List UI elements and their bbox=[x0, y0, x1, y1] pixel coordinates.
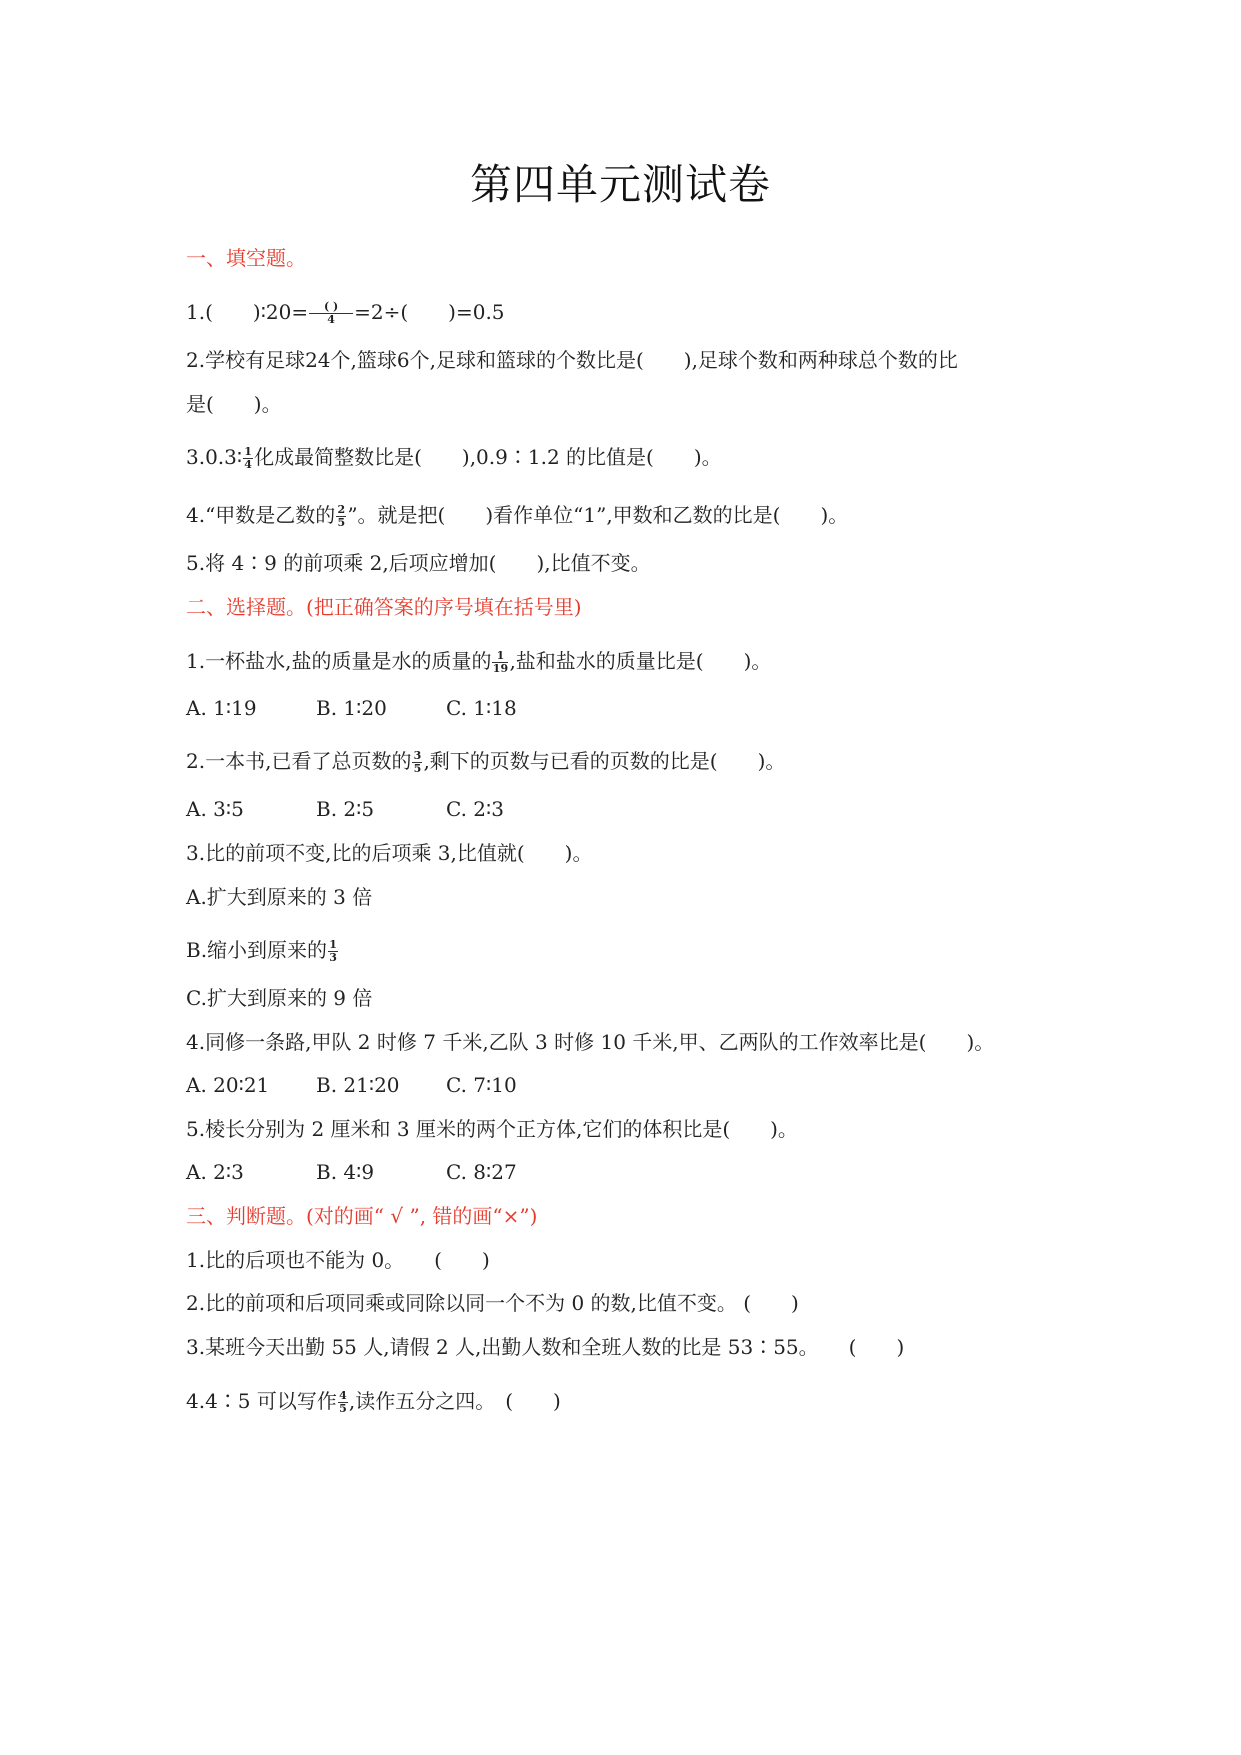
q3-part-b: 化成最简整数比是( ),0.9∶1.2 的比值是( )。 bbox=[254, 445, 722, 469]
choice-options-5 bbox=[186, 1158, 576, 1186]
fraction bbox=[492, 651, 508, 674]
fraction-numerator: 2 bbox=[337, 503, 346, 516]
option-b[interactable]: B. 1∶20 bbox=[316, 696, 387, 720]
fraction-denominator: 3 bbox=[329, 951, 337, 964]
option-c[interactable]: C. 1∶18 bbox=[446, 696, 517, 720]
choice-question-2 bbox=[186, 747, 785, 775]
judge-question-3: 3.某班今天出勤 55 人,请假 2 人,出勤人数和全班人数的比是 53∶55。 ( ) bbox=[186, 1335, 905, 1359]
fill-question-1 bbox=[186, 298, 505, 326]
q1-part-a: 1.一杯盐水,盐的质量是水的质量的 bbox=[186, 649, 492, 673]
q2-part-b: ,剩下的页数与已看的页数的比是( )。 bbox=[423, 749, 786, 773]
fraction-numerator: 1 bbox=[329, 938, 337, 951]
section-heading-fill: 一、填空题。 bbox=[186, 246, 306, 270]
section-heading-judge: 三、判断题。(对的画“ √ ”, 错的画“×”) bbox=[186, 1204, 538, 1228]
fraction-numerator: ( ) bbox=[323, 300, 339, 313]
option-a[interactable]: A. 20∶21 bbox=[186, 1073, 270, 1097]
fraction-denominator: 5 bbox=[339, 1402, 347, 1415]
q1-part-c: =2÷( bbox=[354, 300, 409, 324]
choice-options-2 bbox=[186, 795, 576, 823]
section-heading-choice: 二、选择题。(把正确答案的序号填在括号里) bbox=[186, 595, 582, 619]
choice-question-1 bbox=[186, 647, 771, 675]
fill-question-4 bbox=[186, 501, 848, 529]
fraction bbox=[338, 1391, 348, 1414]
option-b[interactable]: B. 4∶9 bbox=[316, 1160, 375, 1184]
fill-question-5: 5.将 4∶9 的前项乘 2,后项应增加( ),比值不变。 bbox=[186, 551, 651, 575]
fraction bbox=[309, 302, 353, 325]
fraction-numerator: 1 bbox=[244, 445, 252, 458]
q1-part-b: )∶20= bbox=[252, 300, 309, 324]
option-c[interactable]: C. 7∶10 bbox=[446, 1073, 517, 1097]
option-a[interactable]: A. 3∶5 bbox=[186, 797, 244, 821]
fraction-denominator: 4 bbox=[327, 313, 335, 326]
judge-question-1: 1.比的后项也不能为 0。 ( ) bbox=[186, 1248, 490, 1272]
q4-part-b: ”。就是把( )看作单位“1”,甲数和乙数的比是( )。 bbox=[347, 503, 849, 527]
choice-options-4 bbox=[186, 1071, 576, 1099]
fraction-numerator: 4 bbox=[339, 1389, 347, 1402]
fill-question-2-line-2: 是( )。 bbox=[186, 392, 282, 416]
fraction-denominator: 4 bbox=[244, 458, 252, 471]
option-c[interactable]: C. 2∶3 bbox=[446, 797, 504, 821]
option-b[interactable]: B. 2∶5 bbox=[316, 797, 375, 821]
q1-part-d: )=0.5 bbox=[448, 300, 505, 324]
q1-part-b: ,盐和盐水的质量比是( )。 bbox=[509, 649, 772, 673]
option-a[interactable]: A. 2∶3 bbox=[186, 1160, 244, 1184]
fill-question-2-line-1: 2.学校有足球24个,篮球6个,足球和篮球的个数比是( ),足球个数和两种球总个数的比 bbox=[186, 348, 958, 372]
choice-options-1 bbox=[186, 694, 576, 722]
fraction-numerator: 1 bbox=[496, 649, 505, 662]
choice-question-3: 3.比的前项不变,比的后项乘 3,比值就( )。 bbox=[186, 841, 593, 865]
q1-part-a: 1.( bbox=[186, 300, 213, 324]
option-c[interactable]: C. 8∶27 bbox=[446, 1160, 517, 1184]
choice-option-3c[interactable]: C.扩大到原来的 9 倍 bbox=[186, 986, 373, 1010]
fraction-denominator: 19 bbox=[492, 662, 509, 675]
option-b[interactable]: B. 21∶20 bbox=[316, 1073, 400, 1097]
q3-part-a: 3.0.3∶ bbox=[186, 445, 243, 469]
choice-option-3a[interactable]: A.扩大到原来的 3 倍 bbox=[186, 885, 373, 909]
q2-part-a: 2.一本书,已看了总页数的 bbox=[186, 749, 412, 773]
fraction bbox=[243, 447, 253, 470]
q4-part-a: 4.4∶5 可以写作 bbox=[186, 1389, 337, 1413]
option-text: B.缩小到原来的 bbox=[186, 938, 328, 962]
fraction-denominator: 5 bbox=[337, 516, 346, 529]
fill-question-3 bbox=[186, 443, 722, 471]
option-a[interactable]: A. 1∶19 bbox=[186, 696, 257, 720]
choice-option-3b[interactable] bbox=[186, 936, 339, 964]
page-title: 第四单元测试卷 bbox=[469, 160, 771, 209]
judge-question-2: 2.比的前项和后项同乘或同除以同一个不为 0 的数,比值不变。 ( ) bbox=[186, 1291, 799, 1315]
choice-question-4: 4.同修一条路,甲队 2 时修 7 千米,乙队 3 时修 10 千米,甲、乙两队的工作效率比是( )。 bbox=[186, 1030, 995, 1054]
fraction-denominator: 5 bbox=[413, 762, 422, 775]
fraction bbox=[412, 751, 422, 774]
q4-part-a: 4.“甲数是乙数的 bbox=[186, 503, 336, 527]
fraction bbox=[328, 940, 338, 963]
fraction bbox=[336, 505, 346, 528]
q4-part-b: ,读作五分之四。 ( ) bbox=[348, 1389, 561, 1413]
choice-question-5: 5.棱长分别为 2 厘米和 3 厘米的两个正方体,它们的体积比是( )。 bbox=[186, 1117, 798, 1141]
judge-question-4 bbox=[186, 1387, 561, 1415]
fraction-numerator: 3 bbox=[413, 749, 422, 762]
